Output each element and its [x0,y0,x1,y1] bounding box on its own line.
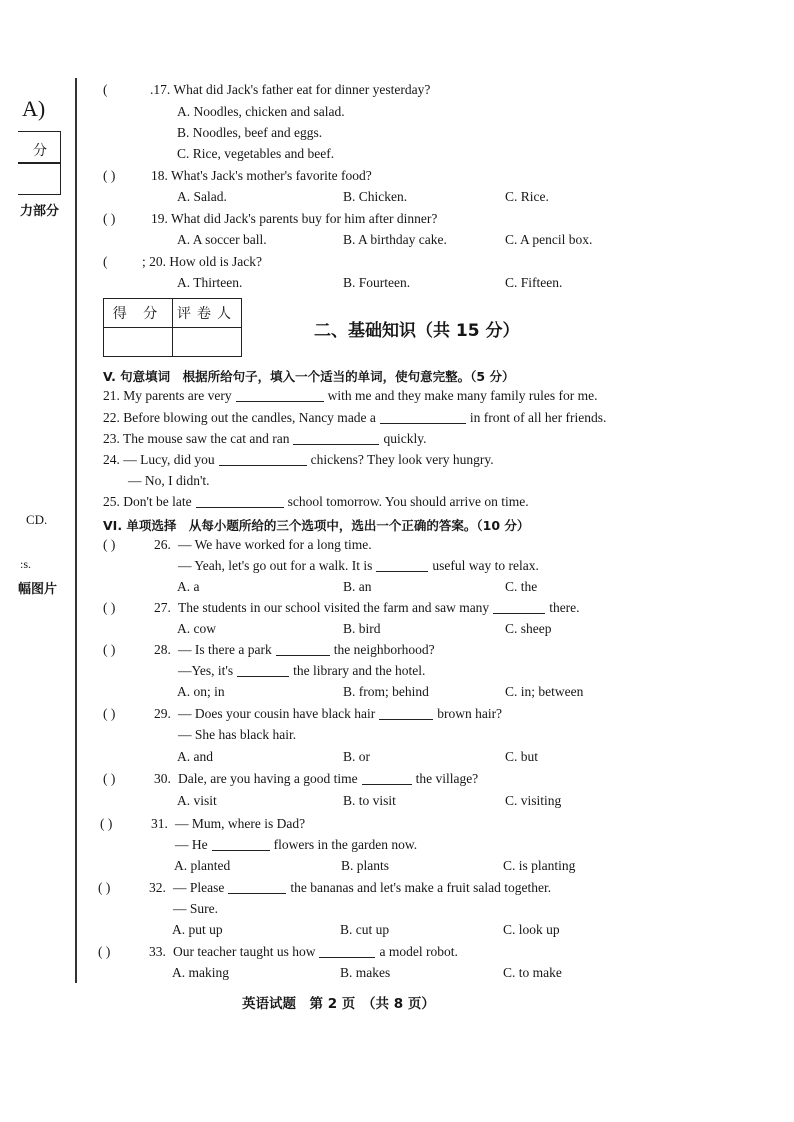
question-number: 30. [154,771,171,786]
line-before: — Yeah, let's go out for a walk. It is [178,558,373,573]
line-after: the library and the hotel. [293,663,426,678]
option-b: B. an [343,579,372,594]
answer-paren[interactable]: ( ) [103,771,116,786]
question-number: 28. [154,642,171,657]
option-a: A. Noodles, chicken and salad. [177,104,345,119]
option-a: A. a [177,579,200,594]
margin-box-divider [18,162,60,164]
margin-fragment-bufen: 力部分 [20,204,60,219]
answer-blank[interactable] [228,892,286,894]
option-a: A. Thirteen. [177,275,243,290]
option-c: C. Rice, vegetables and beef. [177,146,335,161]
part5-heading: V. 句意填词 根据所给句子，填入一个适当的单词，使句意完整。（5 分） [103,369,515,384]
line-after: there. [549,600,580,615]
answer-blank[interactable] [196,506,284,508]
page-footer: 英语试题 第 2 页 （共 8 页） [242,996,435,1012]
option-b: B. makes [340,965,391,980]
item-text-after: with me and they make many family rules for me. [327,388,598,403]
item-text-after: school tomorrow. You should arrive on time. [287,494,529,509]
line-after: brown hair? [437,706,503,721]
answer-paren[interactable]: ( ) [103,706,116,721]
answer-paren[interactable]: ( ) [103,537,116,552]
fill-item-24-reply: — No, I didn't. [128,473,210,488]
question-stem: 19. What did Jack's parents buy for him after dinner? [151,211,438,226]
answer-blank[interactable] [236,400,324,402]
question-number: 31. [151,816,168,831]
option-c: C. the [505,579,538,594]
option-a: A. Salad. [177,189,227,204]
margin-fragment-tupian: 幅图片 [18,582,58,597]
line-after: the bananas and let's make a fruit salad together. [290,880,552,895]
question-line [178,706,502,722]
question-line [178,558,539,574]
question-line [173,880,551,896]
option-a: A. on; in [177,684,225,699]
answer-blank[interactable] [362,783,412,785]
line-before: Dale, are you having a good time [178,771,358,786]
question-stem: .17. What did Jack's father eat for dinner yesterday? [150,82,431,97]
line-before: —Yes, it's [178,663,234,678]
grader-cell[interactable] [173,328,242,357]
answer-paren[interactable]: ( ) [98,880,111,895]
answer-blank[interactable] [212,849,270,851]
answer-blank[interactable] [276,654,330,656]
answer-blank[interactable] [376,570,428,572]
question-number: 32. [149,880,166,895]
margin-fragment-a: A) [22,96,46,121]
item-text-before: 25. Don't be late [103,494,192,509]
answer-paren: ( ) [103,168,116,183]
question-stem: 18. What's Jack's mother's favorite food? [151,168,372,183]
option-c: C. to make [503,965,562,980]
option-a: A. visit [177,793,217,808]
item-text-before: 23. The mouse saw the cat and ran [103,431,290,446]
option-c: C. Fifteen. [505,275,563,290]
option-c: C. is planting [503,858,576,873]
option-c: C. in; between [505,684,584,699]
option-b: B. Noodles, beef and eggs. [177,125,323,140]
fill-item-23 [103,431,426,447]
question-line [173,944,458,960]
option-c: C. sheep [505,621,552,636]
answer-blank[interactable] [493,612,545,614]
score-label: 得 分 [104,299,173,328]
question-line [178,663,425,679]
answer-blank[interactable] [237,675,289,677]
line-before: — He [175,837,208,852]
item-text-after: in front of all her friends. [469,410,607,425]
option-a: A. cow [177,621,216,636]
question-line: — We have worked for a long time. [178,537,372,552]
item-text-after: chickens? They look very hungry. [310,452,494,467]
section-title: 二、基础知识（共 15 分） [314,321,520,341]
question-line [175,837,417,853]
answer-paren[interactable]: ( ) [100,816,113,831]
answer-blank[interactable] [219,464,307,466]
score-table [103,298,242,357]
answer-blank[interactable] [319,956,375,958]
binding-line [75,78,77,983]
question-line: — She has black hair. [178,727,297,742]
option-b: B. cut up [340,922,390,937]
item-text-before: 21. My parents are very [103,388,232,403]
option-b: B. Fourteen. [343,275,411,290]
option-c: C. A pencil box. [505,232,593,247]
question-number: 27. [154,600,171,615]
part6-heading: VI. 单项选择 从每小题所给的三个选项中，选出一个正确的答案。（10 分） [103,518,530,533]
line-after: flowers in the garden now. [273,837,418,852]
option-b: B. from; behind [343,684,429,699]
item-text-before: 24. — Lucy, did you [103,452,215,467]
line-after: useful way to relax. [432,558,539,573]
line-after: the neighborhood? [333,642,435,657]
answer-paren[interactable]: ( ) [98,944,111,959]
fill-item-25 [103,494,529,510]
question-stem: ; 20. How old is Jack? [142,254,262,269]
line-before: — Does your cousin have black hair [178,706,376,721]
answer-blank[interactable] [380,422,466,424]
answer-paren[interactable]: ( ) [103,642,116,657]
option-c: C. look up [503,922,560,937]
answer-paren: ( [103,254,108,269]
option-b: B. or [343,749,370,764]
line-after: the village? [415,771,479,786]
question-line [178,600,580,616]
option-b: B. A birthday cake. [343,232,447,247]
option-c: C. Rice. [505,189,549,204]
margin-fragment-fen: 分 [33,143,47,159]
score-cell[interactable] [104,328,173,357]
grader-label: 评卷人 [173,299,242,328]
option-a: A. and [177,749,213,764]
option-b: B. Chicken. [343,189,408,204]
option-b: B. to visit [343,793,396,808]
option-b: B. bird [343,621,381,636]
answer-blank[interactable] [379,718,433,720]
option-b: B. plants [341,858,390,873]
answer-paren: ( [103,82,108,97]
fill-item-24 [103,452,494,468]
option-a: A. A soccer ball. [177,232,267,247]
question-number: 26. [154,537,171,552]
option-c: C. visiting [505,793,562,808]
margin-fragment-cd: CD. [26,512,48,527]
option-a: A. put up [172,922,223,937]
line-before: The students in our school visited the farm and saw many [178,600,490,615]
question-number: 29. [154,706,171,721]
line-before: — Please [173,880,225,895]
item-text-before: 22. Before blowing out the candles, Nancy made a [103,410,376,425]
fill-item-22 [103,410,606,426]
question-line: — Mum, where is Dad? [175,816,306,831]
question-line [178,642,435,658]
line-after: a model robot. [379,944,458,959]
line-before: Our teacher taught us how [173,944,316,959]
question-number: 33. [149,944,166,959]
fill-item-21 [103,388,598,404]
option-a: A. planted [174,858,231,873]
option-c: C. but [505,749,539,764]
question-line: — Sure. [173,901,218,916]
answer-blank[interactable] [293,443,379,445]
option-a: A. making [172,965,229,980]
answer-paren[interactable]: ( ) [103,600,116,615]
question-line [178,771,478,787]
line-before: — Is there a park [178,642,272,657]
answer-paren: ( ) [103,211,116,226]
margin-fragment-es: :s. [20,557,32,571]
item-text-after: quickly. [383,431,427,446]
